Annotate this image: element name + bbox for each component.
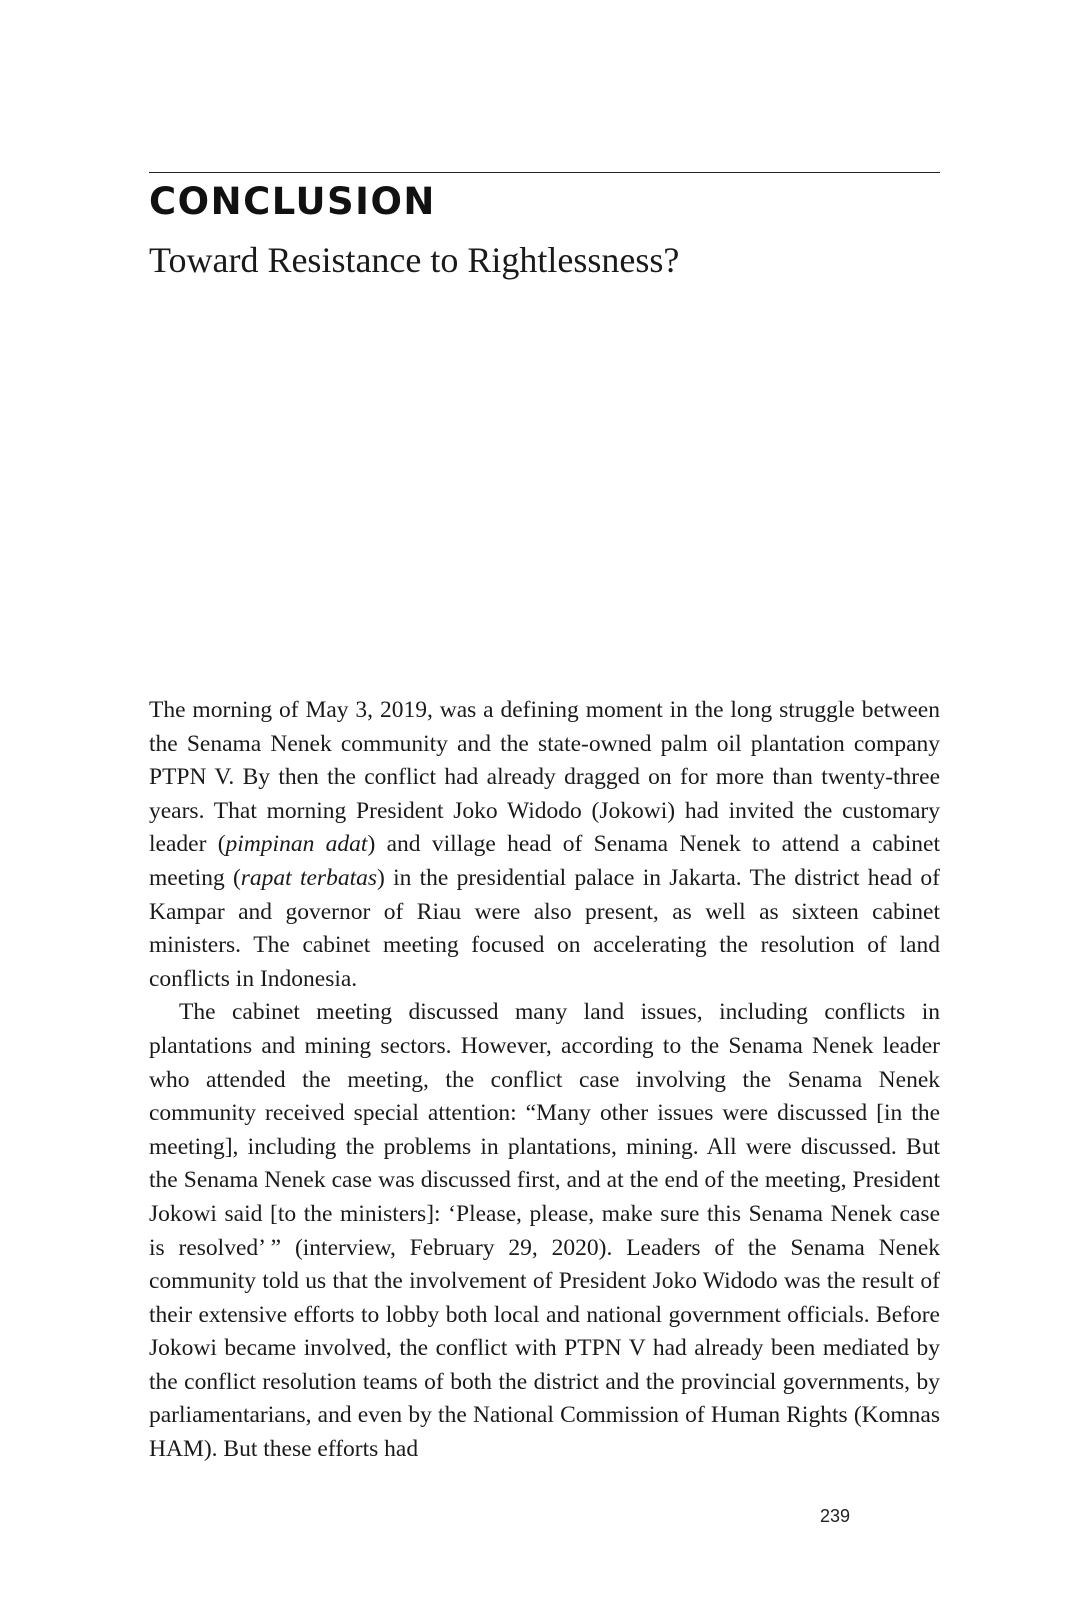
page-number: 239 [820,1506,851,1526]
chapter-title: Toward Resistance to Rightlessness? [149,240,680,280]
text-segment-italic: pimpinan adat [225,831,368,858]
body-text [149,694,940,1467]
text-segment-italic: rapat terbatas [240,864,377,891]
text-segment: ) and village head of Senama Nenek to attend a cabinet meeting ( [149,831,940,891]
paragraph-1 [149,694,940,996]
paragraph-2 [149,996,940,1466]
chapter-label: CONCLUSION [149,180,436,223]
text-segment: ) in the presidential palace in Jakarta. The district head of Kampar and governor of Riau were also present, as well as sixteen cabinet ministers. The cabinet meeting focused on accelerating the resolution of land conflicts in Indonesia. [149,864,940,992]
text-segment: The cabinet meeting discussed many land issues, including conflicts in plantations and mining sectors. However, according to the Senama Nenek leader who attended the meeting, the conflict case involving the Senama Nenek community received special attention: “Many other issues were discussed [in the meeting], including the problems in plantations, mining. All were discussed. But the Senama Nenek case was discussed first, and at the end of the meeting, President Jokowi said [to the ministers]: ‘Please, please, make sure this Senama Nenek case is resolved’ ” (interview, February 29, 2020). Leaders of the Senama Nenek community told us that the involvement of President Joko Widodo was the result of their extensive efforts to lobby both local and national government officials. Before Jokowi became involved, the conflict with PTPN V had already been mediated by the conflict resolution teams of both the district and the provincial governments, by parliamentarians, and even by the National Commission of Human Rights (Komnas HAM). But these efforts had [149,999,940,1463]
chapter-rule [149,172,940,173]
text-segment: The morning of May 3, 2019, was a defining moment in the long struggle between the Senama Nenek community and the state-owned palm oil plantation company PTPN V. By then the conflict had already dragged on for more than twenty-three years. That morning President Joko Widodo (Jokowi) had invited the customary leader ( [149,697,940,858]
